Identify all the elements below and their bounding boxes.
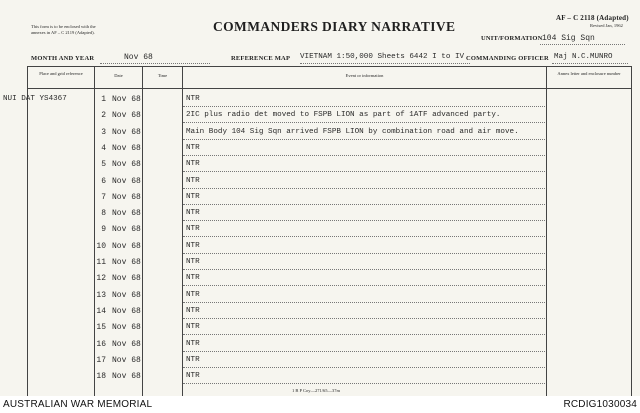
row-dotline: [183, 334, 545, 335]
row-dotline: [183, 106, 545, 107]
archive-footer: [0, 396, 640, 413]
row-month: Nov 68: [112, 323, 141, 333]
unit-dotline: [540, 44, 625, 45]
ref-map-value: VIETNAM 1:50,000 Sheets 6442 I to IV: [300, 53, 465, 61]
table-row: [0, 257, 640, 273]
table-row: [0, 94, 640, 110]
co-dotline: [552, 63, 628, 64]
table-top-rule: [27, 66, 632, 67]
row-event: NTR: [186, 306, 200, 315]
row-day: 1: [101, 95, 106, 104]
col-header-event: Event or information: [345, 73, 384, 78]
row-day: 6: [101, 176, 106, 186]
table-row: [0, 110, 640, 126]
revised-date: Revised Jan, 1962: [590, 23, 623, 28]
row-dotline: [183, 285, 545, 286]
row-month: Nov 68: [112, 241, 141, 251]
row-month: Nov 68: [112, 127, 141, 137]
row-event: NTR: [186, 176, 200, 185]
row-dotline: [183, 122, 545, 123]
row-month: Nov 68: [112, 143, 141, 153]
row-month: Nov 68: [112, 95, 141, 104]
table-row: [0, 192, 640, 208]
row-dotline: [183, 204, 545, 205]
col-header-date: Date: [114, 73, 123, 78]
row-month: Nov 68: [112, 355, 141, 365]
table-row: [0, 273, 640, 289]
row-event: NTR: [186, 225, 200, 234]
row-month: Nov 68: [112, 306, 141, 316]
unit-label: UNIT/FORMATION: [481, 35, 543, 42]
table-row: [0, 224, 640, 240]
row-dotline: [183, 383, 545, 384]
row-day: 8: [101, 209, 106, 219]
row-dotline: [183, 220, 545, 221]
page-title: COMMANDERS DIARY NARRATIVE: [213, 19, 456, 34]
row-day: 10: [96, 241, 106, 251]
table-row: [0, 176, 640, 192]
row-month: Nov 68: [112, 339, 141, 349]
row-month: Nov 68: [112, 192, 141, 202]
row-day: 11: [96, 258, 106, 267]
row-event: NTR: [186, 209, 200, 218]
form-note: This form is to be enclosed with the annexes in AF – C 2119 (Adapted).: [31, 24, 96, 35]
row-day: 14: [96, 306, 106, 316]
row-event: NTR: [186, 258, 200, 266]
row-event: Main Body 104 Sig Sqn arrived FSPB LION by combination road and air move.: [186, 127, 519, 136]
co-value: Maj N.C.MUNRO: [554, 53, 613, 61]
row-month: Nov 68: [112, 258, 141, 267]
table-row: [0, 208, 640, 224]
table-row: [0, 322, 640, 338]
row-event: 2IC plus radio det moved to FSPB LION as part of 1ATF advanced party.: [186, 111, 501, 120]
row-day: 16: [96, 339, 106, 349]
form-number: AF – C 2118 (Adapted): [556, 14, 629, 22]
row-event: NTR: [186, 95, 200, 103]
row-event: NTR: [186, 339, 200, 348]
row-event: NTR: [186, 290, 200, 299]
row-day: 2: [101, 111, 106, 121]
footer-source: AUSTRALIAN WAR MEMORIAL: [3, 399, 153, 410]
col-header-place: Place and grid reference: [39, 71, 83, 76]
row-dotline: [183, 155, 545, 156]
table-row: [0, 143, 640, 159]
row-day: 9: [101, 225, 106, 235]
row-dotline: [183, 188, 545, 189]
month-year-label: MONTH AND YEAR: [31, 55, 95, 62]
table-row: [0, 159, 640, 175]
row-event: NTR: [186, 355, 200, 364]
row-day: 12: [96, 274, 106, 284]
row-event: NTR: [186, 274, 200, 283]
row-month: Nov 68: [112, 176, 141, 186]
row-day: 13: [96, 290, 106, 300]
row-dotline: [183, 139, 545, 140]
table-row: [0, 371, 640, 387]
col-header-annex: Annex letter and enclosure number: [557, 71, 621, 76]
row-dotline: [183, 236, 545, 237]
row-event: NTR: [186, 323, 200, 332]
table-row: [0, 290, 640, 306]
row-month: Nov 68: [112, 274, 141, 284]
row-event: NTR: [186, 192, 200, 201]
row-day: 4: [101, 143, 106, 153]
row-month: Nov 68: [112, 290, 141, 300]
row-event: NTR: [186, 160, 200, 169]
row-day: 7: [101, 192, 106, 202]
row-day: 15: [96, 323, 106, 333]
col-header-time: Time: [157, 73, 168, 78]
row-place: NUI DAT YS4367: [3, 95, 67, 103]
month-year-dotline: [100, 63, 210, 64]
row-month: Nov 68: [112, 111, 141, 121]
row-event: NTR: [186, 143, 200, 152]
table-row: [0, 339, 640, 355]
unit-value: 104 Sig Sqn: [542, 34, 595, 43]
row-dotline: [183, 253, 545, 254]
row-dotline: [183, 171, 545, 172]
table-header-rule: [27, 88, 632, 89]
row-dotline: [183, 302, 545, 303]
row-dotline: [183, 318, 545, 319]
row-dotline: [183, 351, 545, 352]
month-year-value: Nov 68: [124, 53, 153, 62]
row-dotline: [183, 367, 545, 368]
row-day: 17: [96, 355, 106, 365]
row-month: Nov 68: [112, 372, 141, 382]
row-dotline: [183, 269, 545, 270]
ref-map-label: REFERENCE MAP: [231, 55, 291, 62]
row-day: 18: [96, 372, 106, 382]
row-day: 5: [101, 160, 106, 170]
table-row: [0, 306, 640, 322]
row-month: Nov 68: [112, 160, 141, 170]
table-row: [0, 241, 640, 257]
co-label: COMMANDING OFFICER: [466, 55, 549, 62]
row-day: 3: [101, 127, 106, 137]
table-row: [0, 355, 640, 371]
printer-note: 1 B P Coy—271/65—37m: [292, 388, 340, 393]
row-month: Nov 68: [112, 209, 141, 219]
row-event: NTR: [186, 241, 200, 250]
row-month: Nov 68: [112, 225, 141, 235]
footer-reference: RCDIG1030034: [563, 399, 637, 410]
row-event: NTR: [186, 372, 200, 381]
ref-map-dotline: [300, 63, 470, 64]
table-row: [0, 127, 640, 143]
